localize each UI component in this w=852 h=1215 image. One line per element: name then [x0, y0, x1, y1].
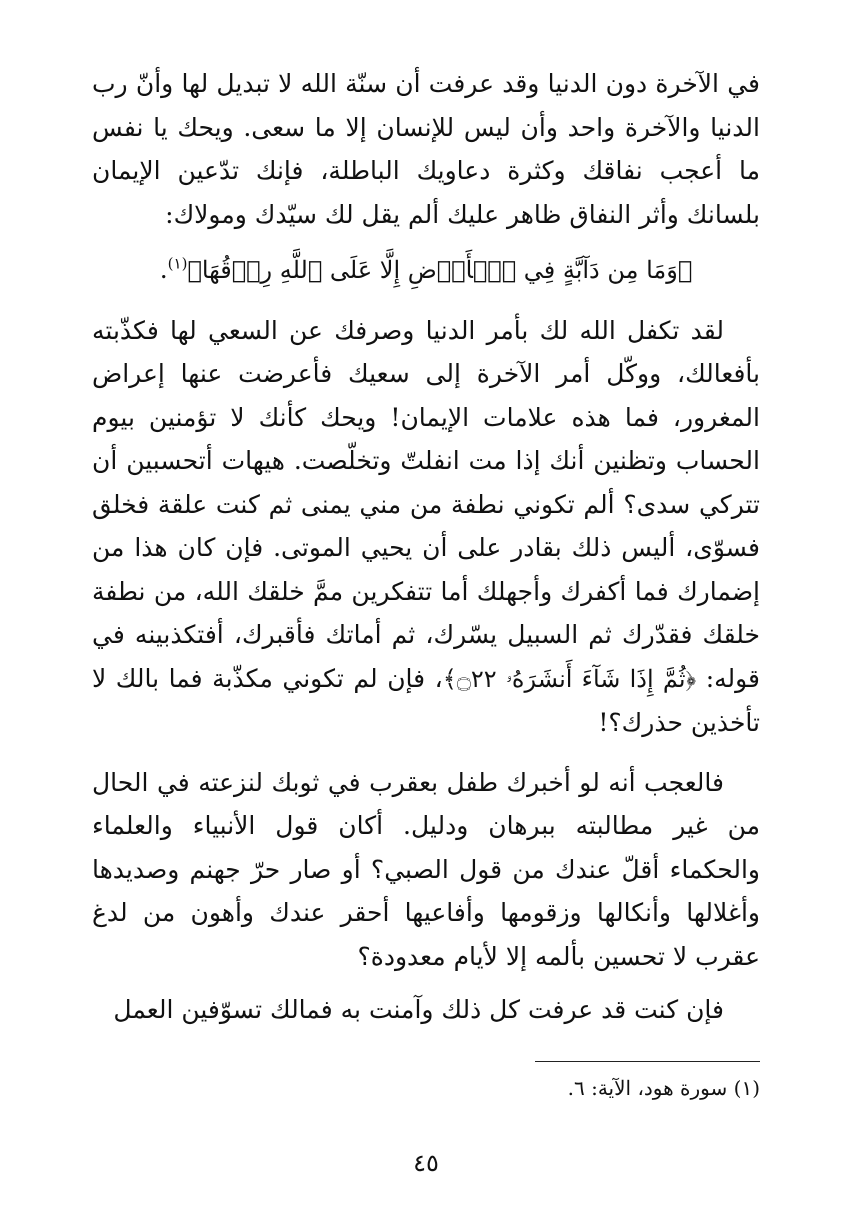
- quran-verse-1: ﴿وَمَا مِن دَآبَّةٍ فِي ٱلۡأَرۡضِ إِلَّا عَلَى ٱللَّهِ رِزۡقُهَا﴾: [187, 256, 693, 284]
- paragraph-4: فإن كنت قد عرفت كل ذلك وآمنت به فمالك تسوّفين العمل: [113, 995, 724, 1024]
- quran-verse-line: [92, 248, 760, 293]
- footnote: (١) سورة هود، الآية: ٦.: [567, 1076, 760, 1100]
- paragraph-2: [92, 309, 760, 745]
- paragraph-spacer: [92, 745, 760, 761]
- page-number: ٤٥: [413, 1149, 439, 1177]
- footnote-divider: [535, 1061, 760, 1062]
- paragraph-2-tail: ، فإن لم تكوني مكذّبة فما بالك لا تأخذين حذرك؟!: [92, 663, 760, 737]
- page-body: [92, 62, 760, 1032]
- quran-verse-2: ﴿ثُمَّ إِذَا شَآءَ أَنشَرَهُۥ ۝٢٢﴾: [442, 664, 697, 693]
- paragraph-1: في الآخرة دون الدنيا وقد عرفت أن سنّة الله لا تبديل لها وأنّ رب الدنيا والآخرة واحد وأن ليس للإنسان إلا ما سعى. ويحك يا نفس ما أعجب نفاقك وكثرة دعاويك الباطلة، فإنك تدّعين الإيمان بلسانك وأثر النفاق ظاهر عليك ألم يقل لك سيّدك ومولاك:: [92, 69, 760, 229]
- paragraph-2-text: لقد تكفل الله لك بأمر الدنيا وصرفك عن السعي لها فكذّبته بأفعالك، ووكّل أمر الآخرة إلى سعيك فأعرضت عنها إعراض المغرور، فما هذه علامات الإيمان! ويحك كأنك لا تؤمنين بيوم الحساب وتظنين أنك إذا مت انفلتّ وتخلّصت. هيهات أتحسبين أن تتركي سدى؟ ألم تكوني نطفة من مني يمنى ثم كنت علقة فخلق فسوّى، أليس ذلك بقادر على أن يحيي الموتى. فإن كان هذا من إضمارك فما أكفرك وأجهلك أما تتفكرين ممَّ خلقك الله، من نطفة خلقك فقدّرك ثم السبيل يسّرك، ثم أماتك فأقبرك، أفتكذبينه في قوله:: [92, 315, 761, 693]
- paragraph-3: فالعجب أنه لو أخبرك طفل بعقرب في ثوبك لنزعته في الحال من غير مطالبته ببرهان ودليل. أكان قول الأنبياء والعلماء والحكماء أقلّ عندك من قول الصبي؟ أو صار حرّ جهنم وصديدها وأغلالها وأنكالها وزقومها وأفاعيها أحقر عندك وأهون من لدغ عقرب لا تحسين بألمه إلا لأيام معدودة؟: [92, 767, 760, 971]
- verse-end-period: .: [159, 255, 168, 284]
- footnote-marker: (١): [167, 254, 188, 273]
- paragraph-spacer: [92, 978, 760, 988]
